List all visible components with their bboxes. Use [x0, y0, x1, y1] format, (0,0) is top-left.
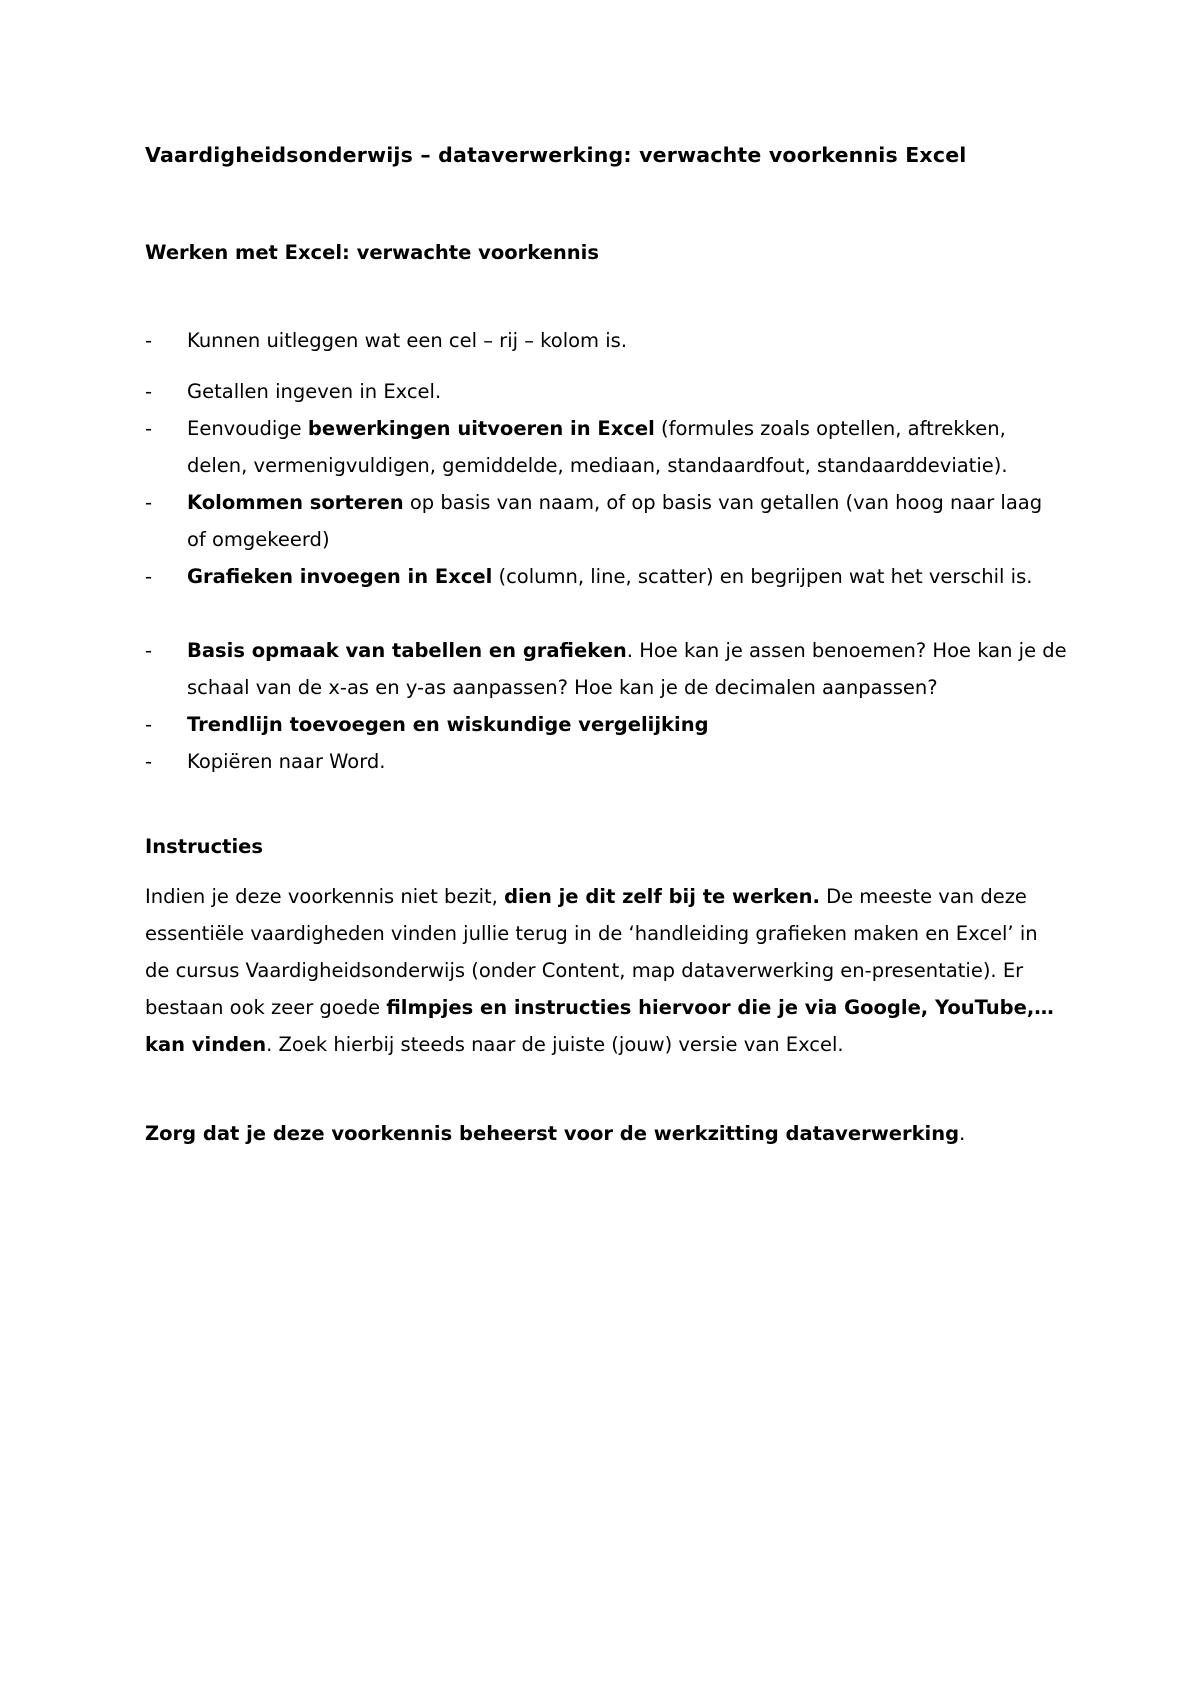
list-item-emphasis: bewerkingen uitvoeren in Excel	[307, 417, 655, 440]
list-item-text: Kopiëren naar Word.	[187, 750, 386, 773]
section-heading-instructies: Instructies	[145, 835, 263, 858]
list-item-emphasis: Trendlijn toevoegen en wiskundige vergelijking	[187, 713, 709, 736]
list-item-text: (formules zoals optellen, aftrekken, delen, vermenigvuldigen, gemiddelde, mediaan, standaardfout, standaarddeviatie).	[187, 417, 1008, 477]
list-dash: -	[145, 565, 153, 588]
list-dash: -	[145, 639, 153, 662]
list-item-emphasis: Kolommen sorteren	[187, 491, 404, 514]
list-item-text: op basis van naam, of op basis van getallen (van hoog naar laag of omgekeerd)	[187, 491, 1043, 551]
closing-period: .	[959, 1122, 966, 1145]
list-item-text: Kunnen uitleggen wat een cel – rij – kolom is.	[187, 329, 628, 352]
paragraph-emphasis: dien je dit zelf bij te werken.	[504, 885, 820, 908]
list-item-text: Eenvoudige	[187, 417, 308, 440]
list-item-emphasis: Basis opmaak van tabellen en grafieken	[187, 639, 627, 662]
list-dash: -	[145, 329, 153, 352]
instructions-paragraph	[145, 878, 1065, 1063]
list-item-text: . Hoe kan je assen benoemen? Hoe kan je de schaal van de x-as en y-as aanpassen? Hoe kan je de decimalen aanpassen?	[187, 639, 1067, 699]
closing-emphasis: Zorg dat je deze voorkennis beheerst voor de werkzitting dataverwerking	[145, 1122, 960, 1145]
paragraph-text: . Zoek hierbij steeds naar de juiste (jouw) versie van Excel.	[266, 1033, 844, 1056]
list-item-text: Getallen ingeven in Excel.	[187, 380, 442, 403]
paragraph-emphasis: filmpjes en instructies hiervoor die je via Google, YouTube,… kan vinden	[145, 996, 1054, 1056]
list-item-emphasis: Grafieken invoegen in Excel	[187, 565, 493, 588]
list-item-text: (column, line, scatter) en begrijpen wat het verschil is.	[492, 565, 1033, 588]
paragraph-text: Indien je deze voorkennis niet bezit,	[145, 885, 505, 908]
section-heading-werken-met-excel: Werken met Excel: verwachte voorkennis	[145, 241, 599, 264]
list-dash: -	[145, 750, 153, 773]
closing-statement	[145, 1115, 1065, 1152]
paragraph-text: De meeste van deze essentiële vaardigheden vinden jullie terug in de ‘handleiding grafieken maken en Excel’ in de cursus Vaardigheidsonderwijs (onder Content, map dataverwerking en-presentatie). Er bestaan ook zeer goede	[145, 885, 1038, 1019]
list-dash: -	[145, 417, 153, 440]
list-dash: -	[145, 491, 153, 514]
list-dash: -	[145, 380, 153, 403]
document-title: Vaardigheidsonderwijs – dataverwerking: verwachte voorkennis Excel	[145, 143, 967, 167]
list-dash: -	[145, 713, 153, 736]
